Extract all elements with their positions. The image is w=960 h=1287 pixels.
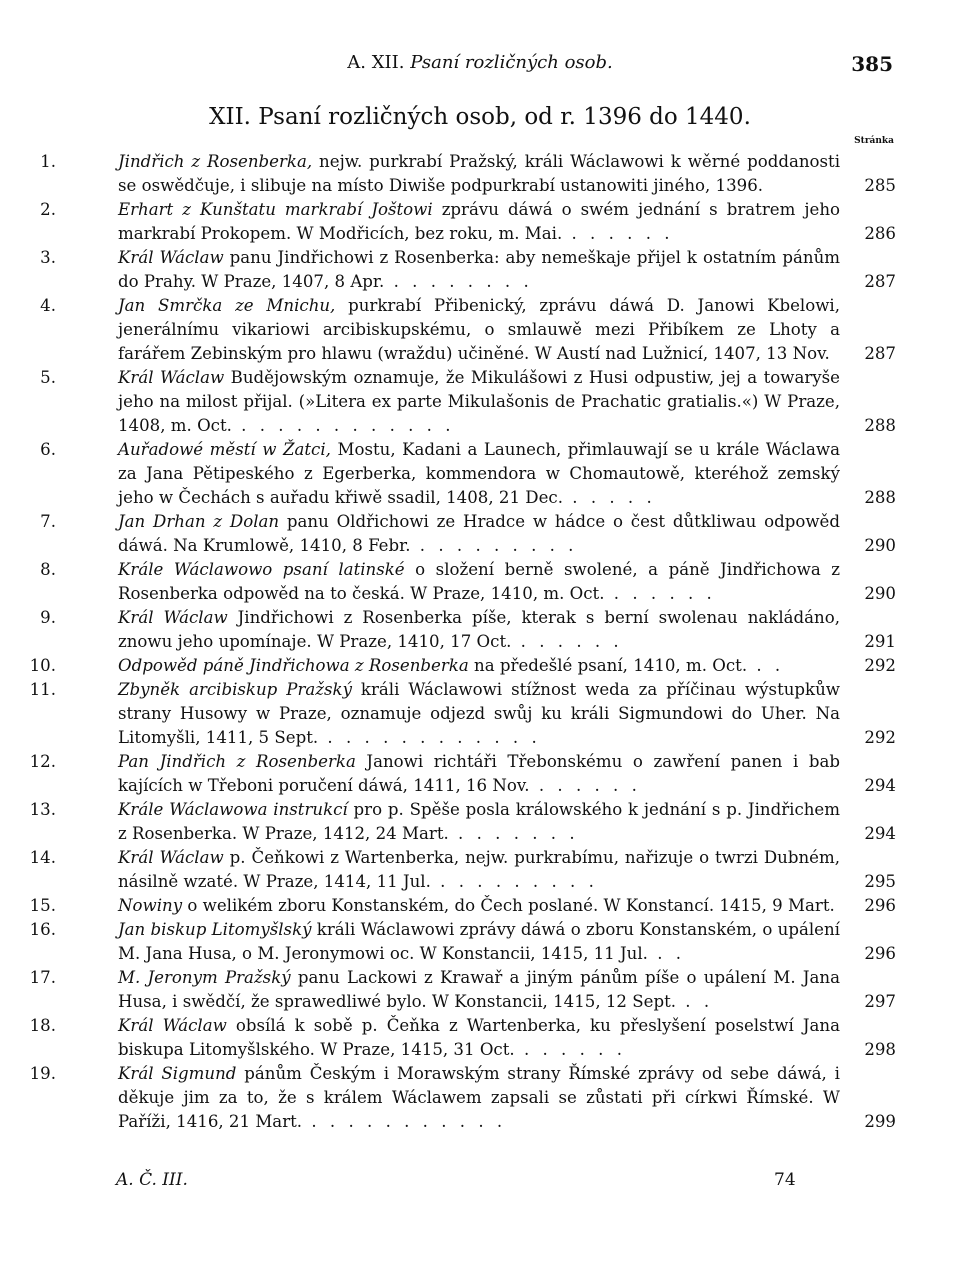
entry-text — [118, 150, 840, 198]
entry-leader-dots: . . . . . . . . — [384, 272, 533, 291]
entry-text — [118, 198, 840, 246]
entry-text — [118, 750, 840, 798]
entry-text — [118, 438, 840, 510]
entry-body: pro p. Spěše posla králowského k jednání s p. Jindřichem z Rosenberka. W Praze, 1412, 24 Mart. — [118, 800, 840, 843]
entry-leader-dots: . . . . . . — [511, 632, 623, 651]
entry-lead: Jan Drhan z Dolan — [118, 512, 280, 531]
running-head — [0, 52, 960, 82]
entry-number: 10. — [29, 656, 56, 675]
entry-page-ref: 287 — [864, 272, 896, 291]
entry-leader-dots: . . — [747, 656, 785, 675]
entry-lead: Král Wáclaw — [118, 1016, 227, 1035]
entry-text — [118, 510, 840, 558]
entry-number: 8. — [40, 560, 56, 579]
entry-number: 17. — [29, 968, 56, 987]
entry-body: na předešlé psaní, 1410, m. Oct. — [468, 656, 748, 675]
entry-body: Budějowským oznamuje, že Mikulášowi z Husi odpustiw, jej a towaryše jeho na milost přijal. (»Litera ex parte Mikulašonis de Prachatic gratialis.«) W Praze, 1408, m. Oct. — [118, 368, 840, 435]
entry-lead: Zbyněk arcibiskup Pražský — [118, 680, 352, 699]
entry-lead: Jan biskup Litomyšlský — [118, 920, 312, 939]
entry-text — [118, 1014, 840, 1062]
entry-text — [118, 678, 840, 750]
entry-text — [118, 846, 840, 894]
entry-body: králi Wáclawowi zprávy dáwá o zboru Konstanském, o upálení M. Jana Husa, o M. Jeronymowi oc. W Konstancii, 1415, 11 Jul. — [118, 920, 840, 963]
list-item — [40, 558, 896, 606]
entry-leader-dots: . . . . . . . . . . . . — [231, 416, 455, 435]
entry-page-ref: 297 — [864, 992, 896, 1011]
entry-page-ref: 294 — [864, 776, 896, 795]
entry-body: o welikém zboru Konstanském, do Čech poslané. W Konstancí. 1415, 9 Mart. — [182, 896, 835, 915]
running-head-title — [0, 52, 960, 73]
entry-body: obsílá k sobě p. Čeňka z Wartenberka, ku přeslyšení poselstwí Jana biskupa Litomyšlského. W Praze, 1415, 31 Oct. — [118, 1016, 840, 1059]
entry-lead: Král Sigmund — [118, 1064, 237, 1083]
list-item — [40, 150, 896, 198]
page-footer — [116, 1170, 816, 1196]
entry-body: panu Jindřichowi z Rosenberka: aby nemeškaje přijel k ostatním pánům do Prahy. W Praze, 1407, 8 Apr. — [118, 248, 840, 291]
entry-number: 16. — [29, 920, 56, 939]
list-item — [29, 894, 896, 918]
entry-text — [118, 894, 840, 918]
entry-page-ref: 292 — [864, 656, 896, 675]
entry-lead: Erhart z Kunštatu markrabí Joštowi — [118, 200, 433, 219]
entry-body: nejw. purkrabí Pražský, králi Wáclawowi k wěrné poddanosti se oswědčuje, i slibuje na místo Diwiše podpurkrabí ustanowiti jiného, 1396. — [118, 152, 840, 195]
entry-lead: Krále Wáclawowo psaní latinské — [118, 560, 405, 579]
entry-lead: Jan Smrčka ze Mnichu, — [118, 296, 336, 315]
entry-body: králi Wáclawowi stížnost weda za příčinau wýstupkůw strany Husowy w Praze, oznamuje odjezd swůj ku králi Sigmundowi do Uher. Na Litomyšli, 1411, 5 Sept. — [118, 680, 840, 747]
entry-number: 2. — [40, 200, 56, 219]
entry-lead: Král Wáclaw — [118, 248, 224, 267]
entry-lead: Král Wáclaw — [118, 608, 228, 627]
entry-text — [118, 918, 840, 966]
entry-page-ref: 298 — [864, 1040, 896, 1059]
entry-text — [118, 654, 840, 678]
entry-page-ref: 288 — [864, 488, 896, 507]
section-title: XII. Psaní rozličných osob, od r. 1396 do 1440. — [209, 104, 751, 130]
entry-page-ref: 295 — [864, 872, 896, 891]
entry-lead: Pan Jindřich z Rosenberka — [118, 752, 356, 771]
list-item — [29, 918, 896, 966]
entry-lead: Jindřich z Rosenberka, — [118, 152, 313, 171]
entry-list — [0, 150, 960, 1134]
list-item — [29, 846, 896, 894]
entry-page-ref: 294 — [864, 824, 896, 843]
page-number: 385 — [851, 52, 893, 76]
entry-page-ref: 291 — [864, 632, 896, 651]
entry-page-ref: 296 — [864, 896, 896, 915]
list-item — [29, 1014, 896, 1062]
list-item — [29, 750, 896, 798]
entry-body: p. Čeňkowi z Wartenberka, nejw. purkrabímu, nařizuje o twrzi Dubném, násilně wzaté. W Praze, 1414, 11 Jul. — [118, 848, 840, 891]
list-item — [29, 654, 896, 678]
entry-body: o složení berně swolené, a páně Jindřichowa z Rosenberka odpowěd na to česká. W Praze, 1410, m. Oct. — [118, 560, 840, 603]
entry-leader-dots: . . — [676, 992, 714, 1011]
entry-text — [118, 606, 840, 654]
entry-page-ref: 285 — [864, 176, 896, 195]
list-item — [29, 1062, 896, 1134]
list-item — [40, 294, 896, 366]
running-head-section: A. XII. — [347, 52, 405, 73]
entry-text — [118, 558, 840, 606]
entry-lead: Král Wáclaw — [118, 848, 224, 867]
entry-body: Mostu, Kadani a Launech, přimlauwají se u krále Wáclawa za Jana Pětipeského z Egerberka, kommendora w Chomautowě, kteréhož zemský jeho w Čechách s auřadu křiwě ssadil, 1408, 21 Dec. — [118, 440, 840, 507]
entry-body: purkrabí Přibenický, zprávu dáwá D. Janowi Kbelowi, jenerálnímu vikariowi arcibiskupskému, o smlauwě mezi Přibíkem ze Lhoty a farářem Zebinským pro hlawu (wraždu) učiněné. W Austí nad Lužnicí, 1407, 13 Nov. — [118, 296, 840, 363]
entry-page-ref: 299 — [864, 1112, 896, 1131]
entry-number: 5. — [40, 368, 56, 387]
entry-page-ref: 290 — [864, 536, 896, 555]
signature-mark: A. Č. III. — [116, 1170, 188, 1190]
running-head-italic-title: Psaní rozličných osob. — [410, 52, 613, 73]
entry-number: 4. — [40, 296, 56, 315]
entry-page-ref: 288 — [864, 416, 896, 435]
entry-number: 19. — [29, 1064, 56, 1083]
list-item — [40, 366, 896, 438]
entry-body: panu Lackowi z Krawař a jiným pánům píše o upálení M. Jana Husa, i swědčí, že sprawedliwé bylo. W Konstancii, 1415, 12 Sept. — [118, 968, 840, 1011]
page-column-label: Stránka — [854, 136, 894, 146]
entry-body: Jindřichowi z Rosenberka píše, kterak s berní swolenau nakládáno, znowu jeho upomínaje. W Praze, 1410, 17 Oct. — [118, 608, 840, 651]
entry-lead: M. Jeronym Pražský — [118, 968, 291, 987]
entry-number: 1. — [40, 152, 56, 171]
entry-number: 13. — [29, 800, 56, 819]
list-item — [40, 438, 896, 510]
list-item — [29, 678, 896, 750]
entry-number: 11. — [29, 680, 56, 699]
entry-lead: Auřadowé městí w Žatci, — [118, 440, 331, 459]
entry-leader-dots: . . . . . . . . . — [410, 536, 578, 555]
entry-number: 7. — [40, 512, 56, 531]
entry-leader-dots: . . . . . . — [604, 584, 716, 603]
entry-page-ref: 290 — [864, 584, 896, 603]
entry-page-ref: 287 — [864, 344, 896, 363]
entry-leader-dots: . . . . . . . . . . . — [302, 1112, 507, 1131]
list-item — [29, 798, 896, 846]
entry-leader-dots: . . . . . — [563, 488, 656, 507]
entry-lead: Nowiny — [118, 896, 183, 915]
entry-leader-dots: . . . . . . . . . . . . — [318, 728, 541, 747]
entry-text — [118, 294, 840, 366]
entry-number: 18. — [29, 1016, 56, 1035]
entry-leader-dots: . . . . . . . — [448, 824, 579, 843]
entry-leader-dots: . . . . . . — [562, 224, 674, 243]
entry-page-ref: 286 — [864, 224, 896, 243]
entry-number: 15. — [29, 896, 56, 915]
entry-page-ref: 292 — [864, 728, 896, 747]
entry-number: 12. — [29, 752, 56, 771]
entry-text — [118, 1062, 840, 1134]
entry-number: 14. — [29, 848, 56, 867]
entry-body: panu Oldřichowi ze Hradce w hádce o čest důtkliwau odpowěd dáwá. Na Krumlowě, 1410, 8 Febr. — [118, 512, 840, 555]
entry-lead: Odpowěd páně Jindřichowa z Rosenberka — [118, 656, 469, 675]
entry-number: 9. — [40, 608, 56, 627]
entry-number: 6. — [40, 440, 56, 459]
entry-text — [118, 798, 840, 846]
sheet-number: 74 — [774, 1170, 796, 1190]
entry-leader-dots: . . . . . . . . . — [430, 872, 598, 891]
list-item — [40, 510, 896, 558]
entry-number: 3. — [40, 248, 56, 267]
entry-lead: Král Wáclaw — [118, 368, 225, 387]
list-item — [40, 606, 896, 654]
entry-body: Janowi richtáři Třebonskému o zawření panen i bab kajících w Třeboni poručení dáwá, 1411, 16 Nov. — [118, 752, 840, 795]
list-item — [40, 198, 896, 246]
list-item — [29, 966, 896, 1014]
entry-body: pánům Českým i Morawským strany Římské zprávy od sebe dáwá, i děkuje jim za to, že s králem Wáclawem zapsali se zůstati při církwi Římské. W Paříži, 1416, 21 Mart. — [118, 1064, 840, 1131]
entry-text — [118, 366, 840, 438]
entry-leader-dots: . . . . . . — [529, 776, 641, 795]
entry-lead: Krále Wáclawowa instrukcí — [118, 800, 348, 819]
entry-text — [118, 246, 840, 294]
list-item — [40, 246, 896, 294]
entry-leader-dots: . . . . . . — [514, 1040, 626, 1059]
entry-leader-dots: . . — [647, 944, 686, 963]
entry-body: zprávu dáwá o swém jednání s bratrem jeho markrabí Prokopem. W Modřicích, bez roku, m. Mai. — [118, 200, 840, 243]
entry-page-ref: 296 — [864, 944, 896, 963]
entry-text — [118, 966, 840, 1014]
